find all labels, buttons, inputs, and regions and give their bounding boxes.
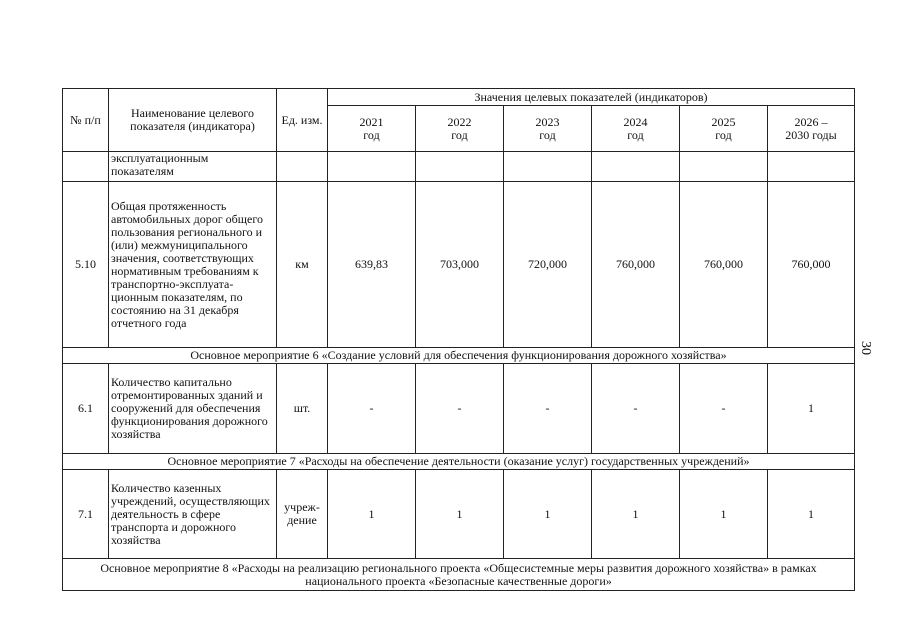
page-number: 30 bbox=[858, 341, 873, 355]
year-suffix: год bbox=[715, 127, 732, 142]
year-line: 2022 bbox=[447, 114, 472, 129]
table-row bbox=[63, 182, 855, 348]
cell-value bbox=[504, 152, 592, 182]
year-line: 2024 bbox=[623, 114, 648, 129]
header-year bbox=[328, 106, 416, 152]
cell-value bbox=[416, 152, 504, 182]
cell-value: 1 bbox=[328, 470, 416, 559]
cell-value: - bbox=[416, 364, 504, 454]
header-year bbox=[592, 106, 680, 152]
header-unit: Ед. изм. bbox=[277, 89, 328, 152]
cell-value: 639,83 bbox=[328, 182, 416, 348]
name-text: эксплуатационным показателям bbox=[111, 151, 209, 178]
header-year bbox=[504, 106, 592, 152]
cell-num: 6.1 bbox=[63, 364, 109, 454]
table-row bbox=[63, 470, 855, 559]
header-year bbox=[768, 106, 855, 152]
year-suffix: год bbox=[363, 127, 380, 142]
year-line: 2025 bbox=[711, 114, 736, 129]
cell-num bbox=[63, 152, 109, 182]
cell-unit bbox=[277, 152, 328, 182]
cell-value: 1 bbox=[504, 470, 592, 559]
cell-value: 760,000 bbox=[592, 182, 680, 348]
year-line: 2026 – bbox=[794, 114, 828, 129]
cell-value: 1 bbox=[592, 470, 680, 559]
cell-unit: км bbox=[277, 182, 328, 348]
table-row bbox=[63, 364, 855, 454]
year-suffix: 2030 годы bbox=[785, 127, 837, 142]
cell-value bbox=[768, 152, 855, 182]
cell-num: 7.1 bbox=[63, 470, 109, 559]
cell-name bbox=[109, 364, 277, 454]
cell-name bbox=[109, 152, 277, 182]
cell-value: 720,000 bbox=[504, 182, 592, 348]
cell-value bbox=[680, 152, 768, 182]
cell-value: - bbox=[680, 364, 768, 454]
year-line: 2021 bbox=[359, 114, 384, 129]
section-row bbox=[63, 454, 855, 470]
cell-value: 1 bbox=[768, 364, 855, 454]
cell-unit: шт. bbox=[277, 364, 328, 454]
indicator-table bbox=[62, 88, 855, 591]
cell-name bbox=[109, 470, 277, 559]
year-suffix: год bbox=[451, 127, 468, 142]
cell-name bbox=[109, 182, 277, 348]
cell-value bbox=[328, 152, 416, 182]
header-row-top bbox=[63, 89, 855, 106]
year-line: 2023 bbox=[535, 114, 560, 129]
cell-value: - bbox=[504, 364, 592, 454]
header-num: № п/п bbox=[63, 89, 109, 152]
table-row-continued bbox=[63, 152, 855, 182]
header-values-group: Значения целевых показателей (индикаторов) bbox=[328, 89, 855, 106]
cell-value: 703,000 bbox=[416, 182, 504, 348]
header-year bbox=[416, 106, 504, 152]
header-year bbox=[680, 106, 768, 152]
name-text: Количество казенных учреждений, осуществляющих деятельность в сфере транспорта и дорожного хозяйства bbox=[111, 480, 270, 547]
cell-value: 1 bbox=[416, 470, 504, 559]
section-title: Основное мероприятие 8 «Расходы на реализацию регионального проекта «Общесистемные меры развития дорожного хозяйства» в рамках национального проекта «Безопасные качественные дороги» bbox=[63, 559, 855, 591]
cell-value: - bbox=[592, 364, 680, 454]
section-row bbox=[63, 559, 855, 591]
cell-value bbox=[592, 152, 680, 182]
section-title: Основное мероприятие 7 «Расходы на обеспечение деятельности (оказание услуг) государственных учреждений» bbox=[63, 454, 855, 470]
section-title: Основное мероприятие 6 «Создание условий для обеспечения функционирования дорожного хозяйства» bbox=[63, 348, 855, 364]
cell-value: 760,000 bbox=[768, 182, 855, 348]
cell-value: 1 bbox=[768, 470, 855, 559]
year-suffix: год bbox=[627, 127, 644, 142]
header-name: Наименование целевого показателя (индикатора) bbox=[109, 89, 277, 152]
cell-unit: учреж-дение bbox=[277, 470, 328, 559]
section-row bbox=[63, 348, 855, 364]
cell-value: 1 bbox=[680, 470, 768, 559]
year-suffix: год bbox=[539, 127, 556, 142]
cell-value: - bbox=[328, 364, 416, 454]
name-text: Общая протяженность автомобильных дорог общего пользования регионального и (или) межмуниципального значения, соответствующих нормативным требованиям к транспортно-эксплуата-ционным показателям, по состоянию на 31 декабря отчетного года bbox=[111, 198, 263, 330]
cell-num: 5.10 bbox=[63, 182, 109, 348]
name-text: Количество капитально отремонтированных зданий и сооружений для обеспечения функционирования дорожного хозяйства bbox=[111, 375, 268, 441]
cell-value: 760,000 bbox=[680, 182, 768, 348]
